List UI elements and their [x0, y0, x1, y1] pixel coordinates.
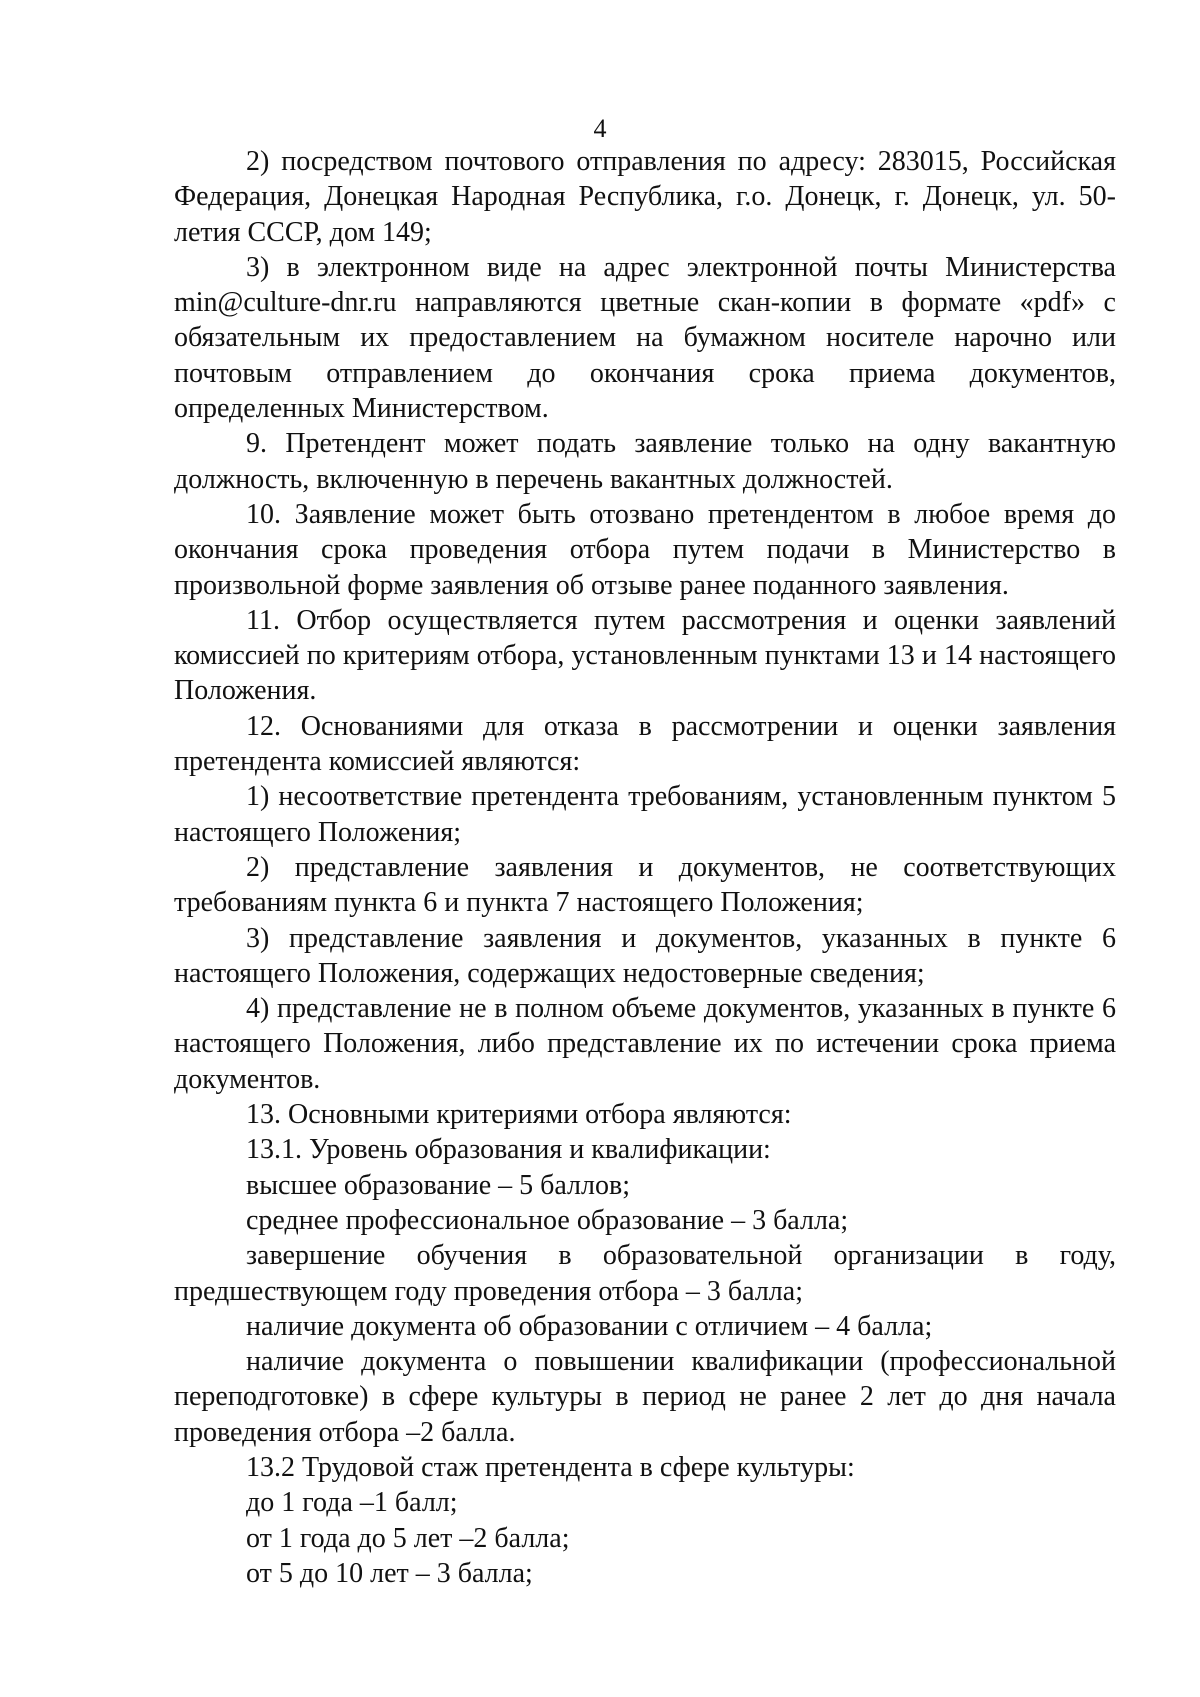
criterion-secondary-professional: среднее профессиональное образование – 3 балла;	[246, 1204, 849, 1236]
criterion-qualification-upgrade: наличие документа о повышении квалификации (профессиональной переподготовке) в сфере культуры в период не ранее 2 лет до дня начала проведения отбора –2 балла.	[174, 1346, 1116, 1448]
paragraph-clause-12: 12. Основаниями для отказа в рассмотрении и оценки заявления претендента комиссией являются:	[174, 710, 1116, 778]
paragraph-clause-12-item-3: 3) представление заявления и документов, указанных в пункте 6 настоящего Положения, содержащих недостоверные сведения;	[174, 922, 1116, 989]
page-number: 4	[593, 114, 607, 143]
paragraph-clause-13: 13. Основными критериями отбора являются:	[246, 1099, 792, 1131]
paragraph-clause-13-2: 13.2 Трудовой стаж претендента в сфере культуры:	[246, 1451, 855, 1483]
paragraph-clause-13-1: 13.1. Уровень образования и квалификации:	[246, 1134, 771, 1166]
paragraph-clause-9: 9. Претендент может подать заявление только на одну вакантную должность, включенную в перечень вакантных должностей.	[174, 428, 1116, 495]
paragraph-clause-12-item-4: 4) представление не в полном объеме документов, указанных в пункте 6 настоящего Положения, либо представление их по истечении срока приема документов.	[174, 993, 1116, 1095]
criterion-experience-1-to-5: от 1 года до 5 лет –2 балла;	[246, 1522, 570, 1554]
paragraph-clause-11: 11. Отбор осуществляется путем рассмотрения и оценки заявлений комиссией по критериям отбора, установленным пунктами 13 и 14 настоящего Положения.	[174, 604, 1116, 707]
paragraph-clause-10: 10. Заявление может быть отозвано претендентом в любое время до окончания срока проведения отбора путем подачи в Министерство в произвольной форме заявления об отзыве ранее поданного заявления.	[174, 498, 1116, 601]
document-body	[174, 144, 1116, 1591]
paragraph-clause-12-item-1: 1) несоответствие претендента требованиям, установленным пунктом 5 настоящего Положения;	[174, 781, 1116, 848]
criterion-experience-under-1: до 1 года –1 балл;	[246, 1487, 458, 1519]
criterion-higher-education: высшее образование – 5 баллов;	[246, 1169, 630, 1201]
criterion-graduation-previous-year: завершение обучения в образовательной организации в году, предшествующем году проведения отбора – 3 балла;	[174, 1240, 1116, 1307]
paragraph-item-3-electronic: 3) в электронном виде на адрес электронной почты Министерства min@culture-dnr.ru направляются цветные скан-копии в формате «pdf» с обязательным их предоставлением на бумажном носителе нарочно или почтовым отправлением до окончания срока приема документов, определенных Министерством.	[174, 251, 1116, 425]
paragraph-clause-12-item-2: 2) представление заявления и документов, не соответствующих требованиям пункта 6 и пункта 7 настоящего Положения;	[174, 851, 1116, 919]
criterion-experience-5-to-10: от 5 до 10 лет – 3 балла;	[246, 1557, 533, 1589]
criterion-honors-diploma: наличие документа об образовании с отличием – 4 балла;	[246, 1310, 933, 1342]
paragraph-item-2-postal: 2) посредством почтового отправления по адресу: 283015, Российская Федерация, Донецкая Народная Республика, г.о. Донецк, г. Донецк, ул. 50-летия СССР, дом 149;	[174, 146, 1116, 248]
